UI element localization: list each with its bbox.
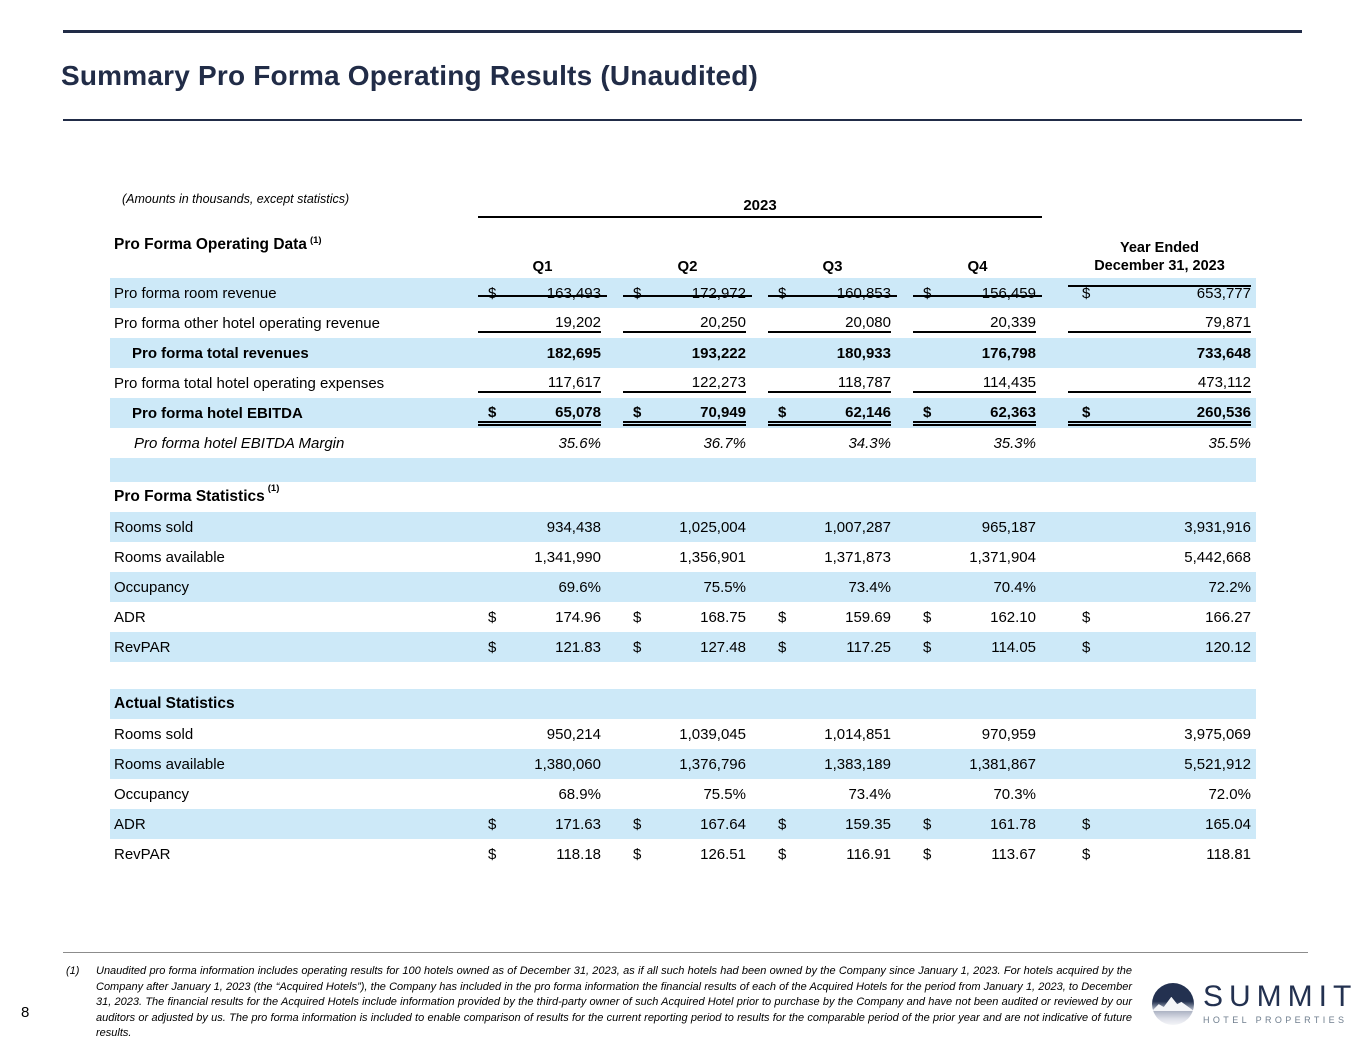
col-header-q2: Q2 <box>623 214 768 275</box>
cell-value: 113.67 <box>991 845 1036 863</box>
cell-value: 156,459 <box>981 284 1036 302</box>
table-cell <box>913 609 1058 626</box>
table-cell <box>1058 404 1256 423</box>
cell-value: 1,356,901 <box>679 548 746 566</box>
table-cell <box>1058 786 1256 803</box>
table-cell <box>913 579 1058 596</box>
table-row <box>110 338 1256 368</box>
row-label: Pro forma total hotel operating expenses <box>114 374 385 392</box>
page-title: Summary Pro Forma Operating Results (Unaudited) <box>61 60 759 91</box>
table-cell <box>768 609 913 626</box>
table-cell <box>478 374 623 393</box>
table-cell <box>623 609 768 626</box>
dollar-sign: $ <box>488 403 497 421</box>
row-label: Pro forma total revenues <box>132 344 309 362</box>
row-group-header <box>110 214 478 275</box>
table-cell <box>913 345 1058 362</box>
cell-value: 35.6% <box>558 434 601 452</box>
row-label: ADR <box>114 815 146 833</box>
row-group-header-label: Pro Forma Operating Data <box>114 235 307 253</box>
dollar-sign: $ <box>923 845 932 863</box>
title-underline-rule <box>63 119 1302 121</box>
table-cell <box>1058 285 1256 302</box>
table-cell <box>913 374 1058 393</box>
cell-value: 165.04 <box>1205 815 1251 833</box>
row-label: Actual Statistics <box>114 695 235 712</box>
cell-value: 965,187 <box>981 518 1036 536</box>
dollar-sign: $ <box>488 845 497 863</box>
table-cell <box>623 579 768 596</box>
row-label: Rooms sold <box>114 725 194 743</box>
section-row <box>110 689 1256 719</box>
table-cell <box>913 786 1058 803</box>
table-row <box>110 542 1256 572</box>
cell-value: 950,214 <box>546 725 601 743</box>
cell-value: 62,146 <box>845 403 891 421</box>
table-cell <box>768 726 913 743</box>
table-cell <box>478 404 623 423</box>
cell-value: 72.2% <box>1208 578 1251 596</box>
row-label: Rooms available <box>114 548 225 566</box>
row-label: RevPAR <box>114 845 171 863</box>
cell-value: 73.4% <box>848 785 891 803</box>
table-cell <box>478 609 623 626</box>
dollar-sign: $ <box>1082 815 1091 833</box>
table-cell <box>623 726 768 743</box>
cell-value: 163,493 <box>546 284 601 302</box>
cell-value: 118.18 <box>556 845 601 863</box>
cell-value: 120.12 <box>1205 638 1251 656</box>
table-row <box>110 809 1256 839</box>
row-label: Rooms sold <box>114 518 194 536</box>
table-cell <box>623 786 768 803</box>
cell-value: 1,376,796 <box>679 755 746 773</box>
gap-row <box>110 662 1256 689</box>
table-cell <box>1058 756 1256 773</box>
cell-value: 1,014,851 <box>824 725 891 743</box>
table-cell <box>1058 519 1256 536</box>
dollar-sign: $ <box>923 815 932 833</box>
cell-value: 118.81 <box>1206 845 1251 863</box>
table-cell <box>478 285 623 302</box>
cell-value: 1,007,287 <box>824 518 891 536</box>
cell-value: 733,648 <box>1196 344 1251 362</box>
cell-value: 35.3% <box>993 434 1036 452</box>
table-cell <box>768 519 913 536</box>
table-cell <box>1058 726 1256 743</box>
cell-value: 1,371,904 <box>969 548 1036 566</box>
mountain-circle-icon <box>1152 983 1194 1025</box>
table-cell <box>1058 816 1256 833</box>
table-cell <box>623 285 768 302</box>
cell-value: 168.75 <box>700 608 746 626</box>
table-cell <box>768 846 913 863</box>
amounts-note-cell <box>110 186 478 214</box>
row-label: ADR <box>114 608 146 626</box>
table-cell <box>478 726 623 743</box>
table-cell <box>913 285 1058 302</box>
table-cell <box>623 756 768 773</box>
cell-value: 172,972 <box>691 284 746 302</box>
cell-value: 1,025,004 <box>679 518 746 536</box>
dollar-sign: $ <box>923 284 932 302</box>
row-label: RevPAR <box>114 638 171 656</box>
table-cell <box>1058 435 1256 452</box>
logo-name: SUMMIT <box>1203 980 1358 1013</box>
table-row <box>110 719 1256 749</box>
table-cell <box>913 314 1058 333</box>
table-cell <box>1058 549 1256 566</box>
table-cell <box>623 435 768 452</box>
footnote-ref: (1) <box>309 235 322 246</box>
table-cell <box>768 435 913 452</box>
table-cell <box>478 549 623 566</box>
page-number: 8 <box>21 1004 30 1021</box>
cell-value: 161.78 <box>990 815 1036 833</box>
table-cell <box>478 579 623 596</box>
cell-value: 166.27 <box>1205 608 1251 626</box>
dollar-sign: $ <box>633 638 642 656</box>
cell-value: 1,383,189 <box>824 755 891 773</box>
col-header-q3: Q3 <box>768 214 913 275</box>
dollar-sign: $ <box>1082 608 1091 626</box>
dollar-sign: $ <box>488 284 497 302</box>
cell-value: 159.35 <box>845 815 891 833</box>
cell-value: 117,617 <box>547 373 601 391</box>
table-cell <box>478 756 623 773</box>
table-cell <box>913 816 1058 833</box>
table-row <box>110 779 1256 809</box>
cell-value: 176,798 <box>981 344 1036 362</box>
section-row <box>110 482 1256 512</box>
cell-value: 167.64 <box>700 815 746 833</box>
cell-value: 75.5% <box>703 578 746 596</box>
dollar-sign: $ <box>488 815 497 833</box>
table-row <box>110 512 1256 542</box>
dollar-sign: $ <box>923 608 932 626</box>
table-row <box>110 398 1256 428</box>
dollar-sign: $ <box>633 608 642 626</box>
table-cell <box>478 519 623 536</box>
cell-value: 260,536 <box>1196 403 1251 421</box>
cell-value: 79,871 <box>1205 313 1251 331</box>
row-label: Pro forma hotel EBITDA <box>132 404 303 422</box>
table-cell <box>913 639 1058 656</box>
cell-value: 20,250 <box>700 313 746 331</box>
table-cell <box>913 846 1058 863</box>
table-cell <box>478 846 623 863</box>
table-cell <box>913 519 1058 536</box>
logo-text <box>1203 982 1357 1025</box>
dollar-sign: $ <box>633 403 642 421</box>
table-cell <box>913 549 1058 566</box>
table-row <box>110 308 1256 338</box>
cell-value: 1,380,060 <box>534 755 601 773</box>
table-cell <box>623 816 768 833</box>
row-label: Rooms available <box>114 755 225 773</box>
cell-value: 5,521,912 <box>1184 755 1251 773</box>
cell-value: 70.4% <box>993 578 1036 596</box>
dollar-sign: $ <box>633 845 642 863</box>
dollar-sign: $ <box>923 403 932 421</box>
table-cell <box>768 345 913 362</box>
table-row <box>110 572 1256 602</box>
cell-value: 34.3% <box>848 434 891 452</box>
table-cell <box>1058 345 1256 362</box>
table-row <box>110 839 1256 869</box>
dollar-sign: $ <box>778 608 787 626</box>
cell-value: 162.10 <box>990 608 1036 626</box>
cell-value: 62,363 <box>990 403 1036 421</box>
table-cell <box>478 345 623 362</box>
dollar-sign: $ <box>1082 638 1091 656</box>
logo-subtitle: HOTEL PROPERTIES <box>1203 1015 1348 1025</box>
year-group-header <box>478 186 1058 214</box>
cell-value: 69.6% <box>558 578 601 596</box>
cell-value: 127.48 <box>700 638 746 656</box>
row-label: Pro Forma Statistics $^{(1)}$ <box>114 483 280 506</box>
table-cell <box>623 549 768 566</box>
cell-value: 73.4% <box>848 578 891 596</box>
dollar-sign: $ <box>778 284 787 302</box>
table-cell <box>478 816 623 833</box>
cell-value: 174.96 <box>555 608 601 626</box>
dollar-sign: $ <box>778 815 787 833</box>
table-row <box>110 368 1256 398</box>
table-cell <box>478 786 623 803</box>
table-cell <box>768 639 913 656</box>
dollar-sign: $ <box>633 815 642 833</box>
cell-value: 3,931,916 <box>1184 518 1251 536</box>
table-cell <box>768 404 913 423</box>
cell-value: 114,435 <box>982 373 1036 391</box>
cell-value: 1,341,990 <box>534 548 601 566</box>
spacer-row <box>110 458 1256 482</box>
col-header-q1: Q1 <box>478 214 623 275</box>
cell-value: 160,853 <box>836 284 891 302</box>
col-header-q4: Q4 <box>913 214 1058 275</box>
table-row <box>110 602 1256 632</box>
table-cell <box>478 314 623 333</box>
cell-value: 934,438 <box>546 518 601 536</box>
table-cell <box>623 345 768 362</box>
footnote-number: (1) <box>66 965 80 977</box>
cell-value: 126.51 <box>700 845 746 863</box>
table-body <box>110 278 1256 869</box>
year-group-spacer <box>1058 186 1256 214</box>
cell-value: 68.9% <box>558 785 601 803</box>
summit-logo <box>1152 982 1357 1025</box>
table-row <box>110 749 1256 779</box>
table-cell <box>1058 374 1256 393</box>
dollar-sign: $ <box>1082 284 1091 302</box>
table-cell <box>768 285 913 302</box>
table-cell <box>913 404 1058 423</box>
table-cell <box>623 374 768 393</box>
cell-value: 970,959 <box>981 725 1036 743</box>
table-cell <box>623 404 768 423</box>
cell-value: 193,222 <box>691 344 746 362</box>
year-col-lines: Year Ended December 31, 2023 <box>1094 240 1225 274</box>
cell-value: 5,442,668 <box>1184 548 1251 566</box>
dollar-sign: $ <box>1082 403 1091 421</box>
cell-value: 182,695 <box>546 344 601 362</box>
dollar-sign: $ <box>633 284 642 302</box>
cell-value: 35.5% <box>1208 434 1251 452</box>
col-header-year <box>1058 214 1256 275</box>
table-cell <box>768 549 913 566</box>
table-cell <box>478 435 623 452</box>
table-row <box>110 428 1256 458</box>
top-rule <box>63 30 1302 33</box>
row-label: Pro forma hotel EBITDA Margin <box>134 434 345 452</box>
cell-value: 1,039,045 <box>679 725 746 743</box>
dollar-sign: $ <box>488 608 497 626</box>
cell-value: 159.69 <box>845 608 891 626</box>
table-row <box>110 632 1256 662</box>
row-label: Pro forma other hotel operating revenue <box>114 314 380 332</box>
year-group-label: 2023 <box>478 186 1042 218</box>
dollar-sign: $ <box>1082 845 1091 863</box>
table-cell <box>623 519 768 536</box>
footnote-text: Unaudited pro forma information includes operating results for 100 hotels owned as of December 31, 2023, as if all such hotels had been owned by the Company since January 1, 2023. For hotels acquired by the Company after January 1, 2023 (the “Acquired Hotels”), the Company has included in the pro forma information the financial results of each of the Acquired Hotels for the period from January 1, 2023, to December 31, 2023. The financial results for the Acquired Hotels include information provided by the third-party owner of such Acquired Hotel prior to purchase by the Company and have not been audited or reviewed by our auditors or adjusted by us. The pro forma information is included to enable comparison of results for the current reporting period to results for the comparable period of the prior year and are not indicative of future results. <box>96 965 1132 1040</box>
cell-value: 180,933 <box>836 344 891 362</box>
table-header-row-1 <box>110 186 1256 214</box>
footnote <box>66 964 1132 1042</box>
cell-value: 121.83 <box>555 638 601 656</box>
table-cell <box>1058 579 1256 596</box>
dollar-sign: $ <box>488 638 497 656</box>
table-cell <box>768 786 913 803</box>
table-cell <box>768 816 913 833</box>
cell-value: 70,949 <box>700 403 746 421</box>
cell-value: 20,080 <box>845 313 891 331</box>
table-cell <box>768 314 913 333</box>
cell-value: 72.0% <box>1208 785 1251 803</box>
cell-value: 118,787 <box>837 373 891 391</box>
cell-value: 36.7% <box>703 434 746 452</box>
cell-value: 171.63 <box>555 815 601 833</box>
row-label: Pro forma room revenue <box>114 284 277 302</box>
dollar-sign: $ <box>778 845 787 863</box>
dollar-sign: $ <box>778 638 787 656</box>
row-label: Occupancy <box>114 578 190 596</box>
table-header-row-2 <box>110 214 1256 275</box>
table-cell <box>768 756 913 773</box>
row-label: Occupancy <box>114 785 190 803</box>
table-cell <box>913 435 1058 452</box>
dollar-sign: $ <box>923 638 932 656</box>
cell-value: 3,975,069 <box>1184 725 1251 743</box>
cell-value: 65,078 <box>555 403 601 421</box>
table-cell <box>623 846 768 863</box>
table-cell <box>1058 609 1256 626</box>
table-cell <box>768 579 913 596</box>
table-cell <box>1058 639 1256 656</box>
cell-value: 653,777 <box>1196 284 1251 302</box>
amounts-note: (Amounts in thousands, except statistics) <box>122 192 350 206</box>
cell-value: 1,371,873 <box>824 548 891 566</box>
footnote-divider-rule <box>63 952 1308 953</box>
table-cell <box>768 374 913 393</box>
cell-value: 19,202 <box>555 313 601 331</box>
table-cell <box>913 756 1058 773</box>
table-cell <box>478 639 623 656</box>
cell-value: 20,339 <box>990 313 1036 331</box>
operating-results-table <box>110 186 1256 869</box>
table-cell <box>913 726 1058 743</box>
cell-value: 114.05 <box>991 638 1036 656</box>
mountain-peak-shape <box>1152 997 1194 1011</box>
cell-value: 70.3% <box>993 785 1036 803</box>
cell-value: 117.25 <box>846 638 891 656</box>
cell-value: 116.91 <box>846 845 891 863</box>
table-cell <box>623 639 768 656</box>
cell-value: 1,381,867 <box>969 755 1036 773</box>
dollar-sign: $ <box>778 403 787 421</box>
table-cell <box>1058 314 1256 333</box>
cell-value: 75.5% <box>703 785 746 803</box>
table-cell <box>1058 846 1256 863</box>
cell-value: 473,112 <box>1197 373 1251 391</box>
cell-value: 122,273 <box>691 373 746 391</box>
table-cell <box>623 314 768 333</box>
